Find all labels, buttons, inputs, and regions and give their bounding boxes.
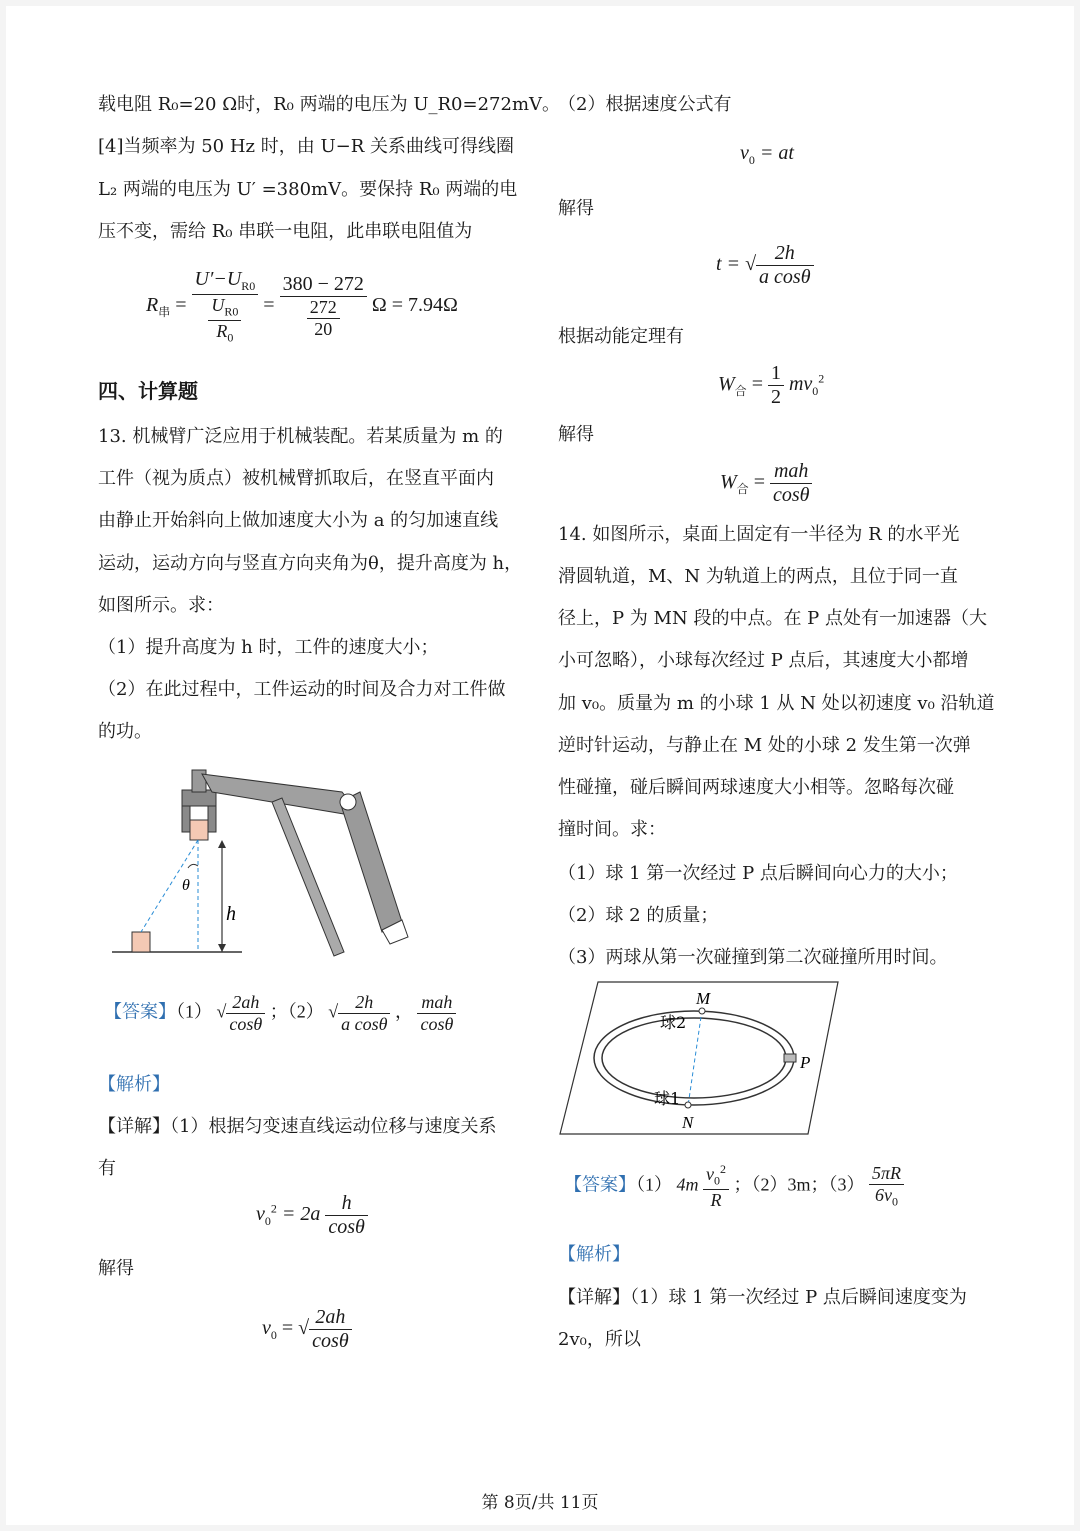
text-line: （1）提升高度为 h 时，工件的速度大小； (98, 637, 439, 658)
section-heading: 四、计算题 (98, 379, 198, 403)
text-line: 2v₀，所以 (558, 1329, 641, 1350)
text-line: （2）球 2 的质量； (558, 905, 719, 926)
text-line: 径上，P 为 MN 段的中点。在 P 点处有一加速器（大 (558, 608, 988, 629)
text-line: 【详解】（1）球 1 第一次经过 P 点后瞬间速度变为 (558, 1287, 967, 1308)
formula-v0-at: $v_0$ = at (740, 142, 794, 167)
formula-series-resistance: $R_串$ = $\frac{U'-U_{R0}}{\frac{U_{R0}}{R_0}}$ = $\frac{380 - 272}{\frac{272}{20}}$ Ω = 7.94Ω (146, 268, 458, 345)
text-line: 解得 (98, 1258, 134, 1279)
theta-label: θ (182, 877, 190, 894)
text-line: 13. 机械臂广泛应用于机械装配。若某质量为 m 的 (98, 426, 503, 447)
text-line: 小可忽略），小球每次经过 P 点后，其速度大小都增 (558, 650, 969, 671)
ball-1-label: 球1 (654, 1089, 681, 1108)
text-line: 解得 (558, 198, 594, 219)
text-line: [4]当频率为 50 Hz 时，由 U−R 关系曲线可得线圈 (98, 136, 514, 157)
text-line: 解得 (558, 424, 594, 445)
height-label: h (226, 903, 236, 925)
text-line: 有 (98, 1158, 116, 1179)
formula-v0: $v_0$ = √ $\frac{2ah}{\cos\theta}$ (262, 1306, 352, 1353)
text-line: 根据动能定理有 (558, 326, 684, 347)
point-p-label: P (800, 1053, 811, 1072)
point-n-label: N (682, 1113, 694, 1132)
formula-work-energy: $W_合$ = $\frac{1}{2}$ $mv_0^2$ (718, 362, 825, 408)
answer-tag: 【答案】 (104, 1001, 176, 1022)
answer-tag: 【答案】 (564, 1174, 636, 1195)
text-line: 由静止开始斜向上做加速度大小为 a 的匀加速直线 (98, 510, 499, 531)
text-line: 性碰撞，碰后瞬间两球速度大小相等。忽略每次碰 (558, 777, 954, 798)
text-line: 载电阻 R₀=20 Ω时，R₀ 两端的电压为 U_R0=272mV。 (98, 94, 561, 115)
text-line: 运动，运动方向与竖直方向夹角为θ，提升高度为 h， (98, 553, 523, 574)
text-line: 工件（视为质点）被机械臂抓取后，在竖直平面内 (98, 468, 494, 489)
formula-t: t = √ $\frac{2h}{\text{a cosθ}}$ (716, 242, 814, 289)
text-line: 如图所示。求： (98, 595, 224, 616)
robot-arm-figure (112, 762, 442, 972)
page-number: 第 8页/共 11页 (481, 1493, 599, 1513)
text-line: （2）在此过程中，工件运动的时间及合力对工件做 (98, 679, 506, 700)
text-line: 滑圆轨道，M、N 为轨道上的两点，且位于同一直 (558, 566, 958, 587)
text-line: 逆时针运动，与静止在 M 处的小球 2 发生第一次弹 (558, 735, 971, 756)
text-line: （3）两球从第一次碰撞到第二次碰撞所用时间。 (558, 947, 948, 968)
text-line: （1）球 1 第一次经过 P 点后瞬间向心力的大小； (558, 863, 958, 884)
document-page (6, 6, 1074, 1525)
answer-14: 【答案】（1） 4m $\frac{v_0^2}{R}$ ；（2）3m；（3） $\frac{5\pi R}{6v_0}$ (564, 1162, 904, 1211)
text-line: 【详解】（1）根据匀变速直线运动位移与速度关系 (98, 1116, 497, 1137)
formula-work-result: $W_合$ = $\frac{\text{mah}}{\cos\theta}$ (720, 460, 812, 507)
text-line: 压不变，需给 R₀ 串联一电阻，此串联电阻值为 (98, 221, 473, 242)
analysis-tag: 【解析】 (558, 1244, 630, 1265)
text-line: L₂ 两端的电压为 U′ =380mV。要保持 R₀ 两端的电 (98, 179, 518, 200)
answer-13: 【答案】（1） √ $\frac{2ah}{\cos\theta}$ ；（2） √ $\frac{2h}{\text{a cosθ}}$ ， $\frac{\text{mah}}{\cos\theta}$ (104, 992, 456, 1035)
text-line: 14. 如图所示，桌面上固定有一半径为 R 的水平光 (558, 524, 960, 545)
point-m-label: M (696, 989, 711, 1008)
ball-2-label: 球2 (660, 1013, 687, 1032)
text-line: 的功。 (98, 721, 152, 742)
text-line: （2）根据速度公式有 (558, 94, 732, 115)
formula-v0-squared: $v_0^2 = 2a$ $\frac{h}{\cos\theta}$ (256, 1192, 368, 1239)
text-line: 撞时间。求： (558, 819, 666, 840)
analysis-tag: 【解析】 (98, 1074, 170, 1095)
text-line: 加 v₀。质量为 m 的小球 1 从 N 处以初速度 v₀ 沿轨道 (558, 693, 995, 714)
circular-track-figure (558, 978, 848, 1140)
